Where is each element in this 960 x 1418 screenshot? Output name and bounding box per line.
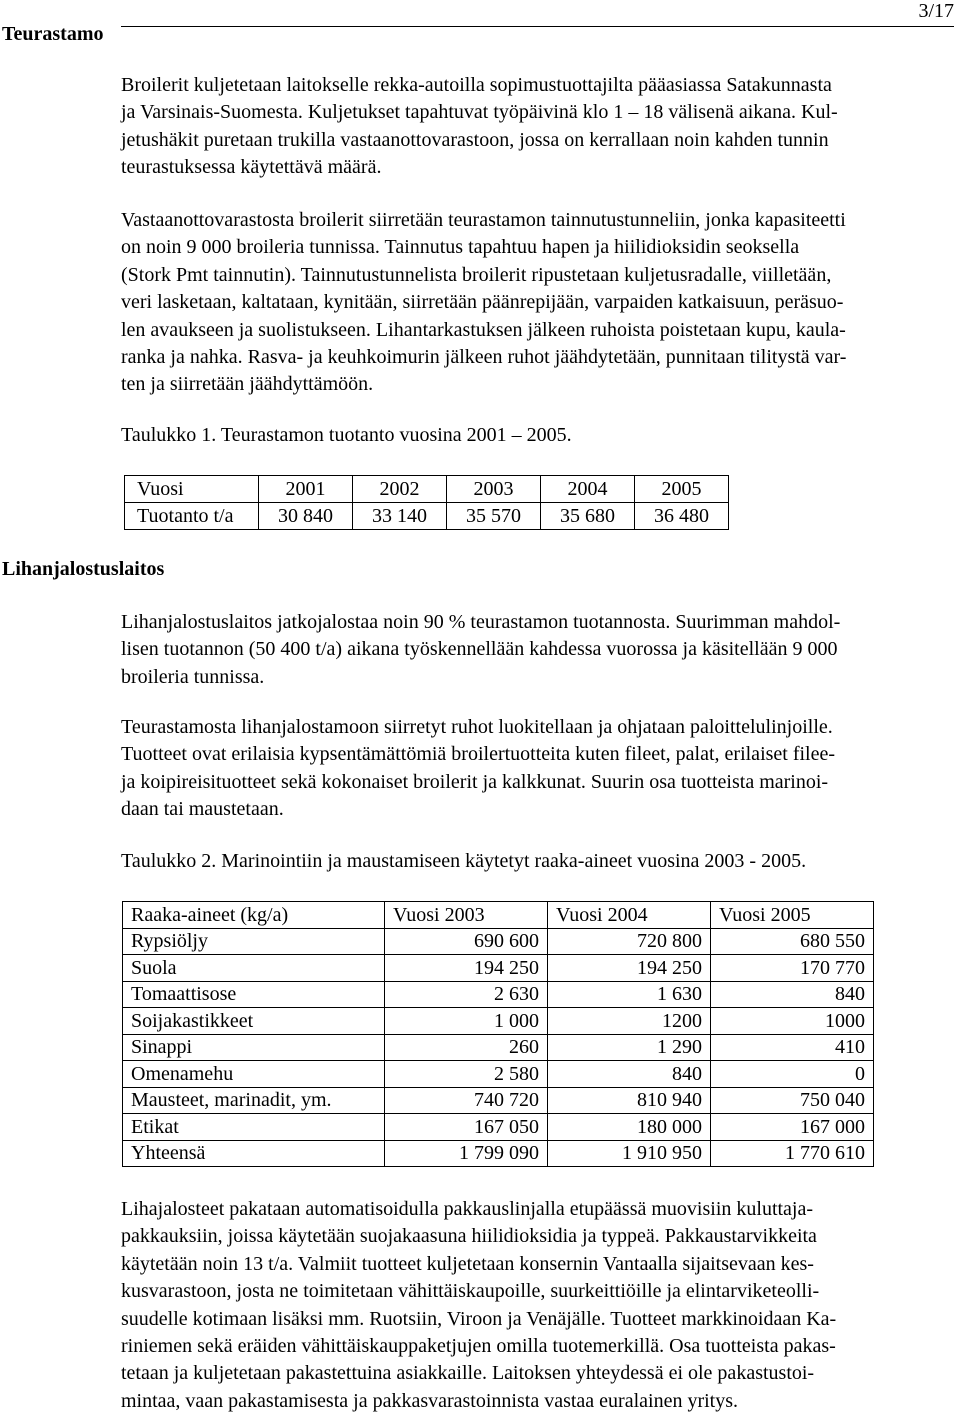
table-cell: 167 000 bbox=[711, 1114, 874, 1141]
table-cell: 194 250 bbox=[548, 955, 711, 982]
text-line: Tuotteet ovat erilaisia kypsentämättömiä broilertuotteita kuten fileet, palat, erilaiset filee- bbox=[121, 743, 836, 766]
table-row bbox=[123, 1008, 874, 1035]
table-cell: 410 bbox=[711, 1034, 874, 1061]
table-cell: 36 480 bbox=[635, 503, 729, 530]
table-row bbox=[123, 955, 874, 982]
table-cell: Vuosi bbox=[125, 476, 259, 503]
text-line: Lihajalosteet pakataan automatisoidulla pakkauslinjalla etupäässä muovisiin kuluttaja- bbox=[121, 1198, 814, 1220]
table-cell: 690 600 bbox=[385, 928, 548, 955]
table-cell: 840 bbox=[548, 1061, 711, 1088]
table-cell: Rypsiöljy bbox=[123, 928, 385, 955]
table-cell: 1 910 950 bbox=[548, 1140, 711, 1167]
table-cell: 1 770 610 bbox=[711, 1140, 874, 1167]
table-cell: 2002 bbox=[353, 476, 447, 503]
table-cell: Yhteensä bbox=[123, 1140, 385, 1167]
table-row bbox=[125, 503, 729, 530]
text-line: ja Varsinais-Suomesta. Kuljetukset tapahtuvat työpäivinä klo 1 – 18 välisenä aikana. Kul- bbox=[121, 101, 838, 124]
text-line: suudelle kotimaan lisäksi mm. Ruotsiin, Viroon ja Venäjälle. Tuotteet markkinoidaan Ka- bbox=[121, 1307, 837, 1330]
table-cell: 1200 bbox=[548, 1008, 711, 1035]
table-cell: 170 770 bbox=[711, 955, 874, 982]
paragraph-packaging bbox=[121, 1196, 949, 1415]
paragraph-products bbox=[121, 714, 949, 824]
table-cell: 2 580 bbox=[385, 1061, 548, 1088]
text-line: lisen tuotannon (50 400 t/a) aikana työskennellään kahdessa vuorossa ja käsitellään 9 000 bbox=[121, 638, 838, 661]
text-line: daan tai maustetaan. bbox=[121, 798, 284, 821]
table-cell: 35 570 bbox=[447, 503, 541, 530]
table-cell: Omenamehu bbox=[123, 1061, 385, 1088]
section-heading-lihanjalostuslaitos: Lihanjalostuslaitos bbox=[2, 558, 165, 580]
section-heading-teurastamo: Teurastamo bbox=[2, 23, 104, 45]
table-cell: 1 630 bbox=[548, 981, 711, 1008]
table-cell: 1000 bbox=[711, 1008, 874, 1035]
table-cell: Suola bbox=[123, 955, 385, 982]
text-line: tetaan ja kuljetetaan pakastettuina asiakkaille. Laitoksen yhteydessä ei ole pakastustoi- bbox=[121, 1362, 815, 1385]
table-cell: 0 bbox=[711, 1061, 874, 1088]
text-line: on noin 9 000 broileria tunnissa. Tainnutus tapahtuu hapen ja hiilidioksidin seoksella bbox=[121, 236, 800, 259]
text-line: riniemen sekä eräiden vähittäiskauppaketjujen omilla tuotemerkillä. Osa tuotteista pakas- bbox=[121, 1335, 836, 1358]
table-cell: 1 290 bbox=[548, 1034, 711, 1061]
table-cell: 33 140 bbox=[353, 503, 447, 530]
table-row bbox=[123, 1140, 874, 1167]
table-row bbox=[123, 1114, 874, 1141]
table-cell: Sinappi bbox=[123, 1034, 385, 1061]
text-line: broileria tunnissa. bbox=[121, 665, 265, 688]
table-cell: Etikat bbox=[123, 1114, 385, 1141]
header-divider bbox=[121, 26, 954, 27]
table1-caption: Taulukko 1. Teurastamon tuotanto vuosina 2001 – 2005. bbox=[121, 424, 572, 446]
text-line: teurastuksessa käytettävä määrä. bbox=[121, 156, 382, 179]
page-number: 3/17 bbox=[918, 0, 954, 22]
table-cell: Vuosi 2005 bbox=[711, 902, 874, 929]
table-cell: Vuosi 2004 bbox=[548, 902, 711, 929]
table-cell: 1 000 bbox=[385, 1008, 548, 1035]
table-cell: 720 800 bbox=[548, 928, 711, 955]
table-cell: 2001 bbox=[259, 476, 353, 503]
table-cell: Mausteet, marinadit, ym. bbox=[123, 1087, 385, 1114]
text-line: len avaukseen ja suolistukseen. Lihantarkastuksen jälkeen ruhoista poistetaan kupu, kaula- bbox=[121, 318, 846, 341]
table-header-row bbox=[123, 902, 874, 929]
text-line: Vastaanottovarastosta broilerit siirretään teurastamon tainnutustunneliin, jonka kapasiteetti bbox=[121, 209, 846, 231]
table-raw-materials bbox=[122, 901, 874, 1167]
text-line: Teurastamosta lihanjalostamoon siirretyt ruhot luokitellaan ja ohjataan paloittelulinjoille. bbox=[121, 716, 833, 738]
table-cell: 194 250 bbox=[385, 955, 548, 982]
table-cell: 1 799 090 bbox=[385, 1140, 548, 1167]
table-cell: 2005 bbox=[635, 476, 729, 503]
table-row bbox=[123, 928, 874, 955]
table-cell: Vuosi 2003 bbox=[385, 902, 548, 929]
text-line: mintaa, vaan pakastamisesta ja pakkasvarastoinnista vastaa euralainen yritys. bbox=[121, 1389, 739, 1412]
text-line: ja koipireisituotteet sekä kokonaiset broilerit ja kalkkunat. Suurin osa tuotteista marinoi- bbox=[121, 770, 829, 793]
table2-caption: Taulukko 2. Marinointiin ja maustamiseen käytetyt raaka-aineet vuosina 2003 - 2005. bbox=[121, 850, 807, 872]
table-cell: Raaka-aineet (kg/a) bbox=[123, 902, 385, 929]
table-row bbox=[123, 981, 874, 1008]
table-cell: 167 050 bbox=[385, 1114, 548, 1141]
table-cell: 750 040 bbox=[711, 1087, 874, 1114]
table-cell: Tomaattisose bbox=[123, 981, 385, 1008]
table-cell: 35 680 bbox=[541, 503, 635, 530]
table-cell: 260 bbox=[385, 1034, 548, 1061]
paragraph-processing-capacity bbox=[121, 609, 949, 691]
table-cell: 30 840 bbox=[259, 503, 353, 530]
table-cell: 810 940 bbox=[548, 1087, 711, 1114]
text-line: ten ja siirretään jäähdyttämöön. bbox=[121, 373, 374, 396]
text-line: jetushäkit puretaan trukilla vastaanottovarastoon, jossa on kerrallaan noin kahden tunnin bbox=[121, 128, 829, 151]
text-line: pakkauksiin, joissa käytetään suojakaasuna hiilidioksidia ja typpeä. Pakkaustarvikkeita bbox=[121, 1225, 817, 1248]
paragraph-transport bbox=[121, 72, 949, 182]
table-row bbox=[123, 1034, 874, 1061]
table-cell: 680 550 bbox=[711, 928, 874, 955]
table-cell: 2004 bbox=[541, 476, 635, 503]
table-cell: 740 720 bbox=[385, 1087, 548, 1114]
text-line: veri lasketaan, kaltataan, kynitään, siirretään päänrepijään, varpaiden katkaisuun, peräsuo- bbox=[121, 291, 844, 314]
table-cell: 2003 bbox=[447, 476, 541, 503]
table-production-by-year bbox=[124, 475, 729, 530]
table-cell: 840 bbox=[711, 981, 874, 1008]
paragraph-slaughter-process bbox=[121, 207, 949, 399]
table-cell: Soijakastikkeet bbox=[123, 1008, 385, 1035]
table-cell: 180 000 bbox=[548, 1114, 711, 1141]
text-line: Lihanjalostuslaitos jatkojalostaa noin 90 % teurastamon tuotannosta. Suurimman mahdol- bbox=[121, 611, 841, 633]
table-cell: 2 630 bbox=[385, 981, 548, 1008]
text-line: kusvarastoon, josta ne toimitetaan vähittäiskaupoille, suurkeittiöille ja elintarviketeolli- bbox=[121, 1280, 820, 1303]
table-row bbox=[123, 1061, 874, 1088]
text-line: (Stork Pmt tainnutin). Tainnutustunnelista broilerit ripustetaan kuljetusradalle, viilletään, bbox=[121, 263, 832, 286]
text-line: ranka ja nahka. Rasva- ja keuhkoimurin jälkeen ruhot jäähdytetään, punnitaan tilitystä var- bbox=[121, 346, 847, 369]
text-line: käytetään noin 13 t/a. Valmiit tuotteet kuljetetaan konsernin Vantaalla sijaitsevaan kes- bbox=[121, 1252, 814, 1275]
table-header-row bbox=[125, 476, 729, 503]
text-line: Broilerit kuljetetaan laitokselle rekka-autoilla sopimustuottajilta pääasiassa Satakunnasta bbox=[121, 74, 832, 96]
table-cell: Tuotanto t/a bbox=[125, 503, 259, 530]
table-row bbox=[123, 1087, 874, 1114]
